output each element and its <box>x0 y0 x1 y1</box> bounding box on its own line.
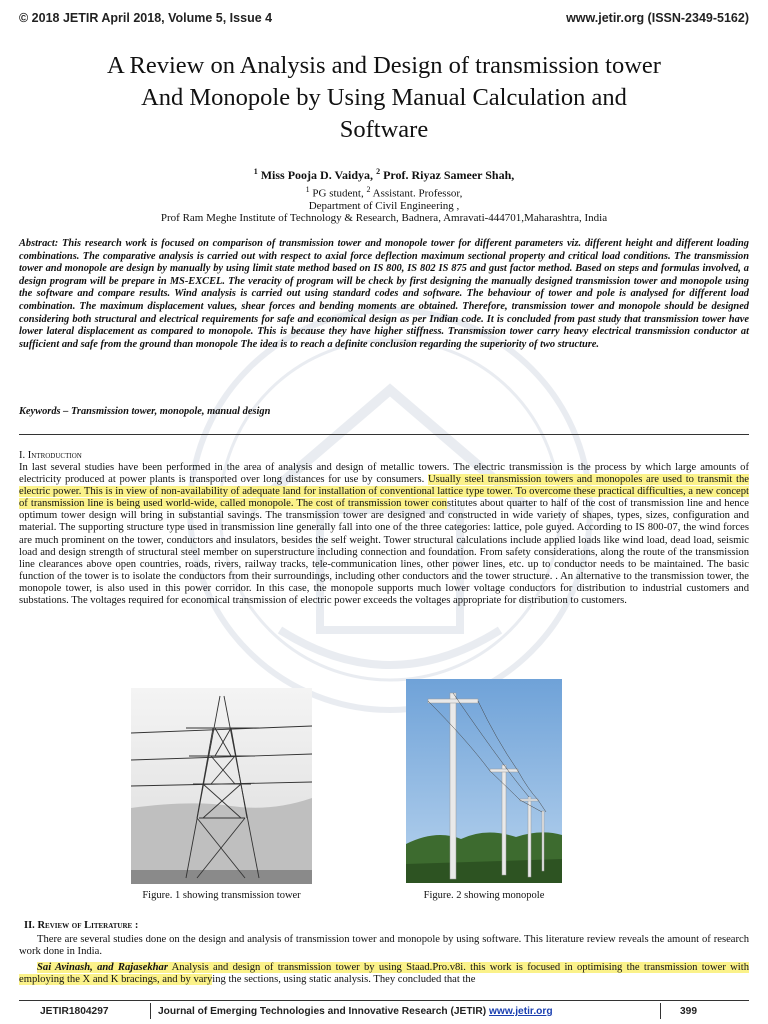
abstract: Abstract: This research work is focused on comparison of transmission tower and monopole tower for different parameters viz. different height and different loading combinations. The comparative analysis is carried out with respect to axial force deflection maximum sectional property and critical load conditions. The transmission tower and monopole are design by manually by using limit state method based on IS 800, IS 802 IS 875 and gust factor method. Based on steps and formulas involved, a design program will be prepare in MS-EXCEL. The veracity of program will be check by first designing the manually designed transmission tower and monopole using the software and compare results. Wind analysis is carried out using standard codes and software. The behaviour of tower and pole is analysed for different load combination. The maximum displacement values, shear forces and bending moments are obtained. Therefore, transmission tower and monopole should be designed considering both structural and electrical requirements for safe and economical design as per Indian code. It is concluded from past study that transmission tower have lower lateral displacement as compared to monopole. This is because they have higher stiffness. Transmission tower carry heavy electrical transmission conductor at sufficient and safe from the ground than monopole The idea is to reach a definite conclusion regarding the superiority of two structure. <box>19 238 749 350</box>
author-name: Prof. Riyaz Sameer Shah, <box>380 168 515 182</box>
paper-title <box>20 50 748 146</box>
section-number: II. <box>24 920 38 931</box>
literature-text: ing the sections, using static analysis. They concluded that the <box>212 974 476 986</box>
footer-rule <box>19 1000 749 1001</box>
section-title: Review of Literature <box>37 920 133 931</box>
institution: Prof Ram Meghe Institute of Technology & Research, Badnera, Amravati-444701,Maharashtra, India <box>160 212 608 225</box>
author-roles <box>0 184 768 200</box>
section-title: Introduction <box>27 450 82 461</box>
intro-text: In last several studies have been performed in the area of analysis and design of metallic towers. The electric transmission is the process by which large amounts of electricity produced at power plants is transported over long distances for use by consumers. <box>19 462 749 486</box>
highlighted-authors: Sai Avinash, and Rajasekhar <box>37 962 168 973</box>
introduction-text <box>19 462 749 607</box>
keywords: Keywords – Transmission tower, monopole, manual design <box>19 406 271 417</box>
footer-paper-id: JETIR1804297 <box>40 1006 109 1017</box>
intro-text: stitutes about quarter to half of the cost of transmission line and hence optimum tower design will bring in substantial savings. The transmission tower are designed and constructed in wide variety of shapes, types, sizes, configuration and material. The supporting structure type used in transmission line generally fall into one of the three categories: lattice, pole guyed. According to IS 800-07, the wind forces are much prominent on the tower, conductors and insulators, besides the self weight. Tower structural calculations include applied loads like wind load, dead load, seismic load and design strength of structural steel member on superstructure including connection and foundation. From safety considerations, along the route of the transmission line clearances above open countries, roads, rivers, railway tracks, tele-communication lines, other power lines, etc. up to conductor needs to be maintained. The basic function of the tower is to isolate the conductors from their surroundings, including other conductors and the tower structure. . An alternative to the transmission tower, the monopole tower, is also used in this power corridor. In this case, the monopole supports much lower voltage conductors for distribution to industrial customers and substations. The voltages required for economical transmission of electric power exceeds the voltages appropriate for distribution to customers. <box>19 498 749 607</box>
section-title-suffix: : <box>132 920 139 931</box>
figure-monopole <box>406 679 562 883</box>
author-block <box>0 166 768 225</box>
section-divider <box>19 434 749 435</box>
running-header-right: www.jetir.org (ISSN-2349-5162) <box>566 11 749 25</box>
journal-url-link[interactable]: www.jetir.org <box>488 1006 553 1017</box>
author-name: Miss Pooja D. Vaidya, <box>257 168 377 182</box>
running-header-left: © 2018 JETIR April 2018, Volume 5, Issue 4 <box>19 11 273 25</box>
department: Department of Civil Engineering , <box>308 199 460 212</box>
highlighted-text: Analysis and design of transmission tower by using Staad.Pro.v8i. this work is focused in optimising the transmission tower with employing the X and K bracings, and by vary <box>19 962 749 986</box>
journal-name: Journal of Emerging Technologies and Innovative Research (JETIR) <box>158 1006 489 1017</box>
role-text: PG student, <box>309 187 367 200</box>
literature-intro: There are several studies done on the design and analysis of transmission tower and monopole by using software. This literature review reveals the amount of research work done in India. <box>19 934 749 958</box>
footer-journal <box>158 1006 553 1017</box>
title-line: A Review on Analysis and Design of transmission tower <box>107 52 661 79</box>
footer-separator <box>150 1003 151 1019</box>
section-number: I. <box>19 450 28 461</box>
highlighted-text: Usually steel transmission towers and monopoles are used to transmit the electric power. This is in view of non-availability of adequate land for installation of conventional lattice type tower. To overcome these practical difficulties, a new concept of transmission line is being used world-wide, called monopole. The cost of transmission tower con <box>19 474 749 510</box>
figure-transmission-tower <box>131 688 312 884</box>
role-sup: 2 <box>366 184 371 194</box>
literature-entry <box>19 962 749 986</box>
author-sup: 1 <box>253 167 258 176</box>
section-heading-literature-review <box>24 920 138 931</box>
section-heading-introduction <box>19 450 82 461</box>
role-sup: 1 <box>305 184 310 194</box>
title-line: And Monopole by Using Manual Calculation and <box>141 84 627 111</box>
figure-1-caption: Figure. 1 showing transmission tower <box>142 890 301 901</box>
author-names <box>0 166 768 182</box>
title-line: Software <box>339 116 429 143</box>
author-sup: 2 <box>376 167 381 176</box>
footer-separator <box>660 1003 661 1019</box>
figure-2-caption: Figure. 2 showing monopole <box>423 890 545 901</box>
role-text: Assistant. Professor, <box>370 187 463 200</box>
page-number: 399 <box>680 1006 697 1017</box>
